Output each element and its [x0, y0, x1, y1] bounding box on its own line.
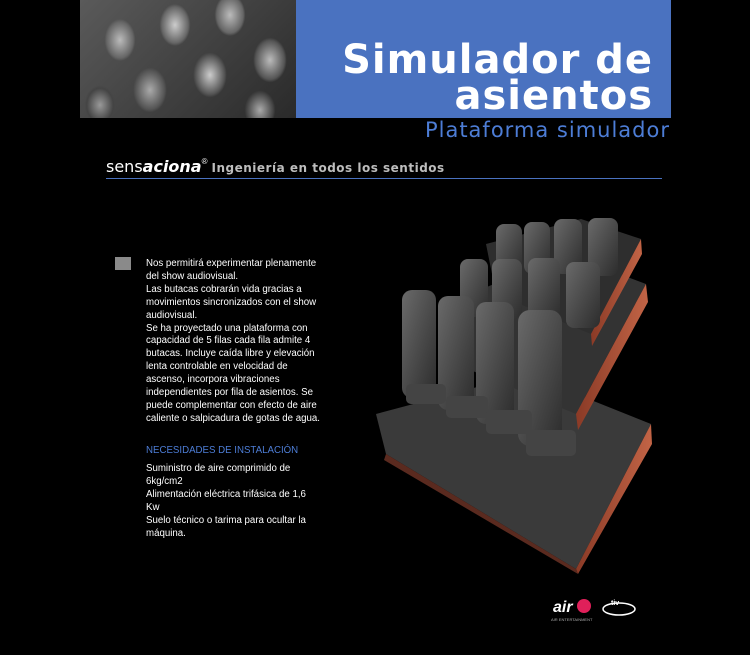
air-logo-dot [577, 599, 591, 613]
description-line: caliente o salpicadura de gotas de agua. [146, 412, 320, 424]
registered-mark: ® [201, 157, 208, 166]
bullet-square-icon [115, 257, 131, 270]
sensaciona-brand [106, 157, 445, 176]
title-line-2: asientos [454, 73, 653, 119]
installation-needs-text [146, 463, 336, 540]
second-logo-text: tiv [611, 600, 620, 607]
description-line: del show audiovisual. [146, 270, 239, 282]
page-title [342, 37, 653, 119]
partner-logos [549, 595, 639, 630]
description-text [146, 258, 342, 426]
description-line: independientes por fila de asientos. Se [146, 387, 313, 399]
header-seats-photo [80, 0, 296, 118]
description-line: capacidad de 5 filas cada fila admite 4 [146, 335, 311, 347]
air-logo-subtitle: AIR ENTERTAINMENT [551, 617, 593, 622]
description-line: movimientos sincronizados con el show [146, 296, 317, 308]
brand-divider [106, 178, 662, 179]
needs-line: Alimentación eléctrica trifásica de 1,6 [146, 488, 306, 500]
brand-sens: sens [106, 157, 143, 176]
description-line: butacas. Incluye caída libre y elevación [146, 348, 315, 360]
header-title-panel [296, 0, 671, 118]
needs-line: máquina. [146, 527, 186, 539]
air-logo-text: air [553, 599, 573, 616]
title-line-1: Simulador de [342, 37, 653, 83]
needs-line: Suelo técnico o tarima para ocultar la [146, 514, 306, 526]
page-subtitle: Plataforma simulador [424, 118, 670, 142]
description-line: puede complementar con efecto de aire [146, 399, 317, 411]
needs-line: 6kg/cm2 [146, 475, 183, 487]
description-line: audiovisual. [146, 309, 198, 321]
needs-line: Suministro de aire comprimido de [146, 463, 291, 474]
air-logo [549, 595, 639, 625]
needs-line: Kw [146, 501, 160, 513]
description-line: lenta controlable en velocidad de [146, 361, 288, 373]
brand-aciona: aciona [142, 157, 202, 176]
seat-platform-image [376, 214, 664, 574]
brand-tagline: Ingeniería en todos los sentidos [211, 161, 445, 175]
installation-needs-heading: NECESIDADES DE INSTALACIÓN [146, 445, 299, 456]
description-line: Las butacas cobrarán vida gracias a [146, 283, 302, 295]
description-line: Nos permitirá experimentar plenamente [146, 258, 317, 269]
description-line: ascenso, incorpora vibraciones [146, 374, 280, 386]
description-line: Se ha proyectado una plataforma con [146, 322, 308, 334]
